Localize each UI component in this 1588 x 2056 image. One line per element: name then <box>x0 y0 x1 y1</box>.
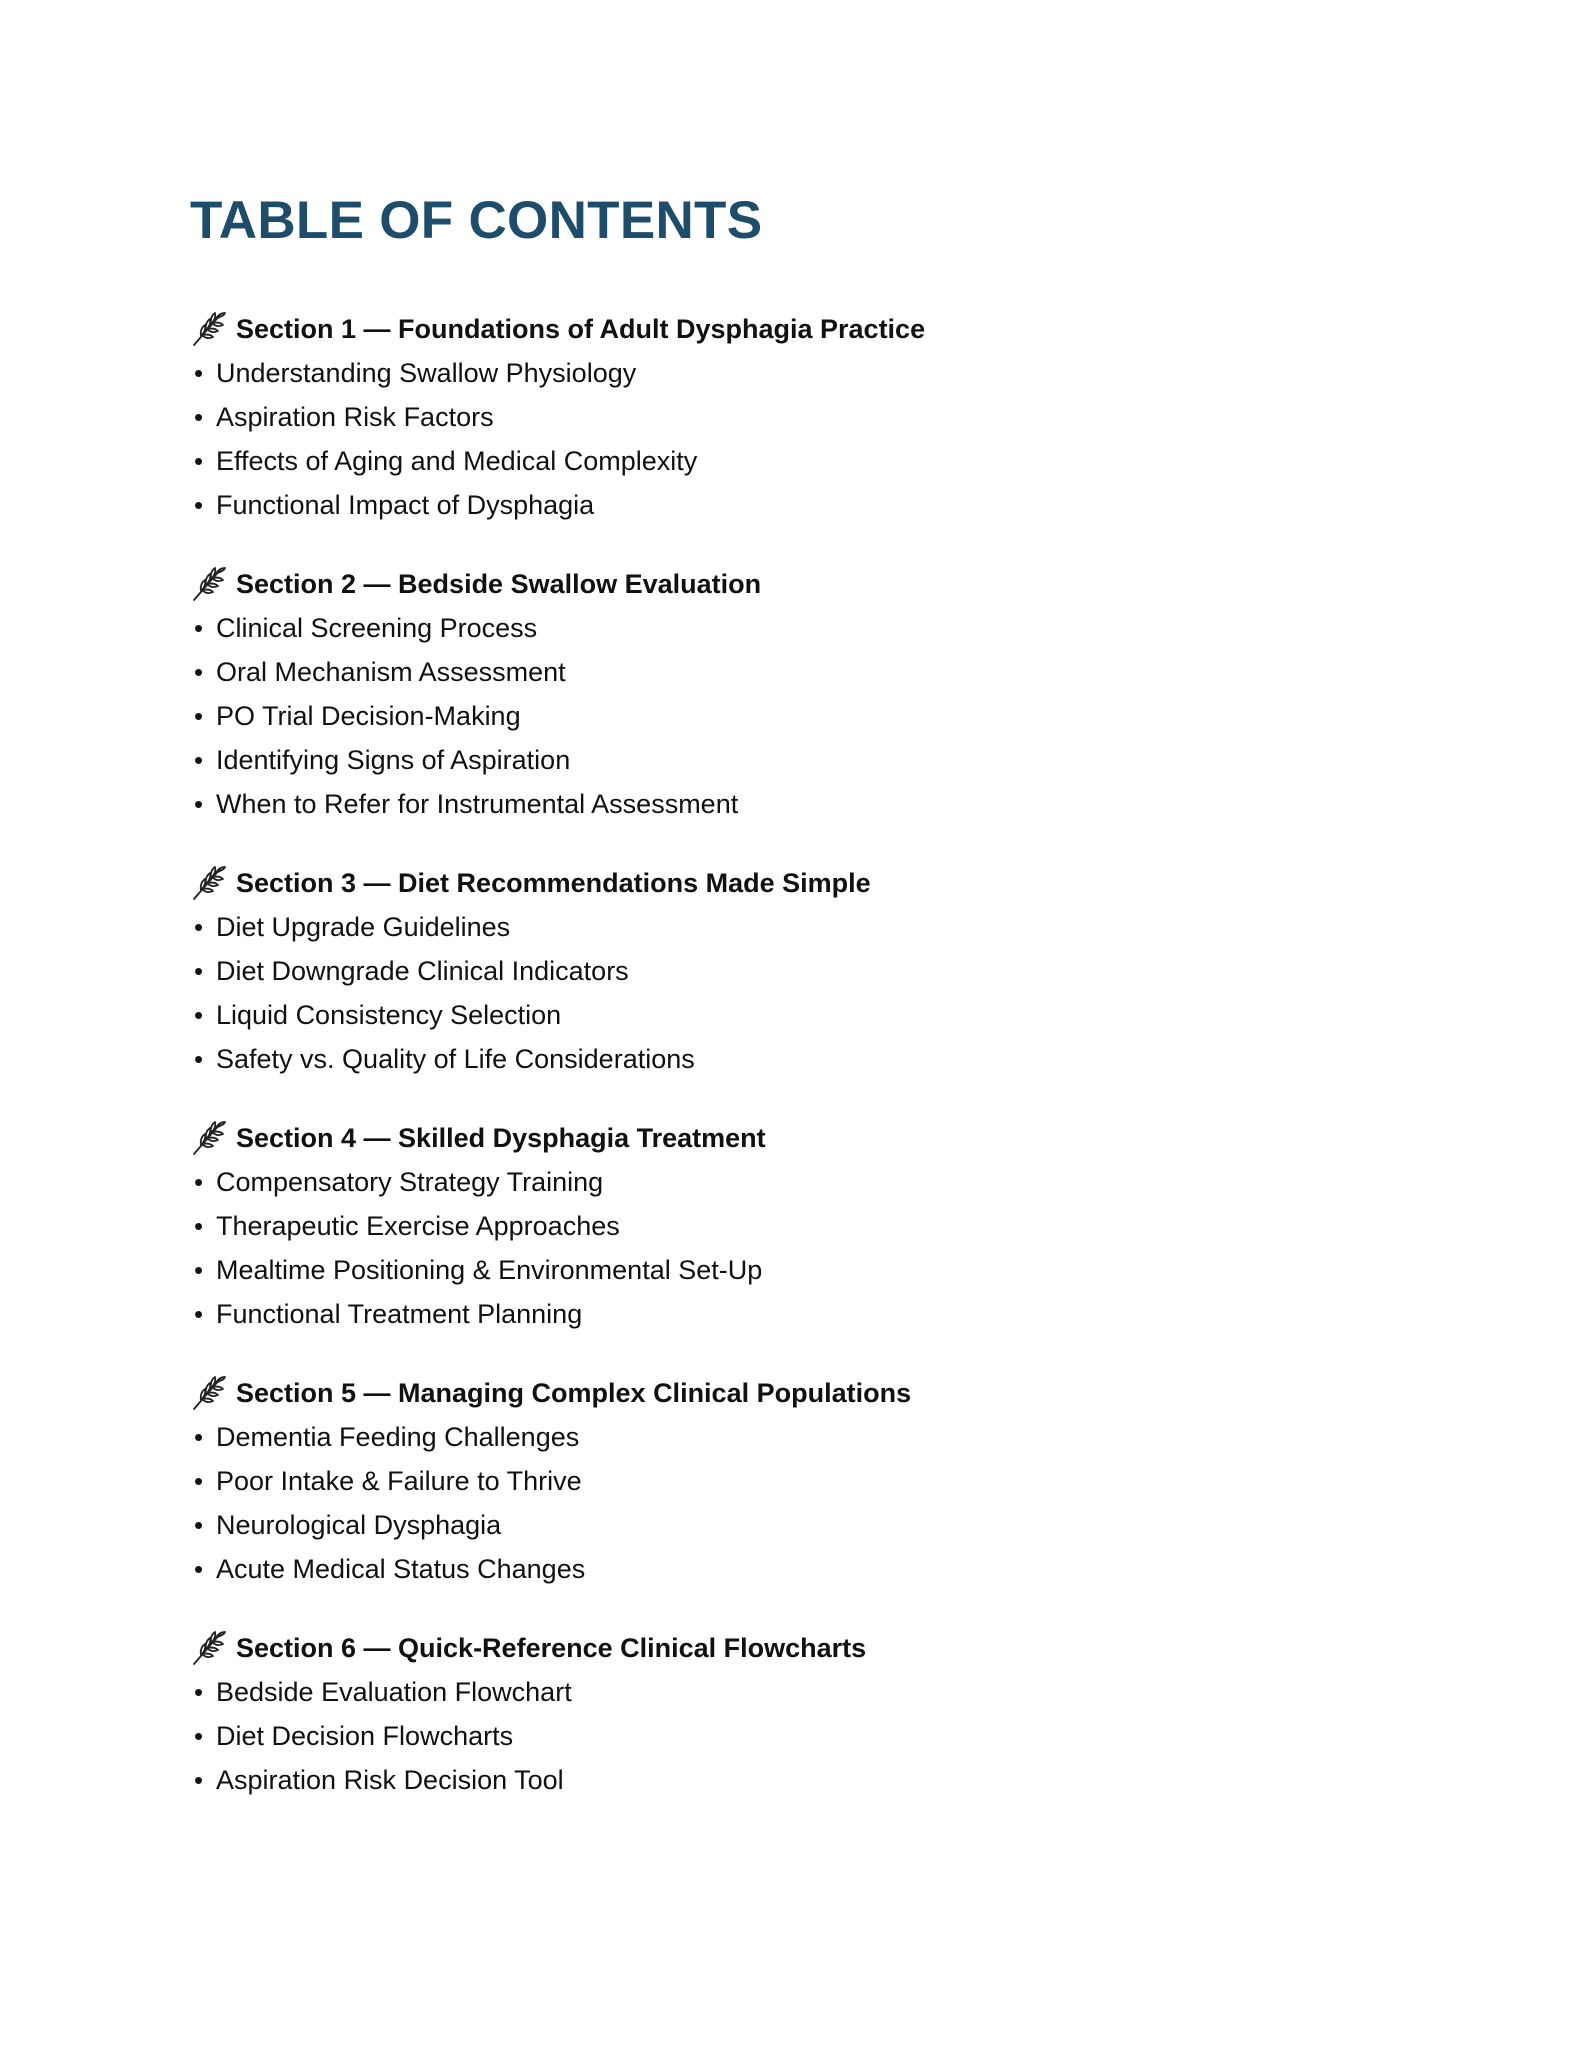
list-item-text: Oral Mechanism Assessment <box>216 656 566 687</box>
bullet: • <box>194 656 204 687</box>
list-item <box>190 694 1440 738</box>
bullet: • <box>194 744 204 775</box>
bullet: • <box>194 357 204 388</box>
bullet: • <box>194 1720 204 1751</box>
bullet: • <box>194 401 204 432</box>
section-item-list <box>190 1670 1440 1802</box>
list-item <box>190 1292 1440 1336</box>
bullet: • <box>194 489 204 520</box>
list-item <box>190 1459 1440 1503</box>
section-item-list <box>190 606 1440 826</box>
bullet: • <box>194 1210 204 1241</box>
section-header <box>190 562 1440 606</box>
section-heading: Section 5 — Managing Complex Clinical Populations <box>236 1377 912 1408</box>
list-item <box>190 738 1440 782</box>
list-item-text: Diet Decision Flowcharts <box>216 1720 514 1751</box>
toc-section <box>190 1116 1440 1336</box>
bullet: • <box>194 788 204 819</box>
toc-section <box>190 861 1440 1081</box>
page-title: TABLE OF CONTENTS <box>190 191 763 250</box>
list-item-text: Acute Medical Status Changes <box>216 1553 586 1584</box>
section-heading: Section 1 — Foundations of Adult Dysphagia Practice <box>236 313 926 344</box>
list-item-text: Therapeutic Exercise Approaches <box>216 1210 620 1241</box>
list-item-text: Safety vs. Quality of Life Considerations <box>216 1043 695 1074</box>
toc-section <box>190 562 1440 826</box>
list-item-text: Diet Downgrade Clinical Indicators <box>216 955 629 986</box>
list-item-text: Clinical Screening Process <box>216 612 538 643</box>
list-item <box>190 1160 1440 1204</box>
list-item-text: Diet Upgrade Guidelines <box>216 911 511 942</box>
list-item-text: Compensatory Strategy Training <box>216 1166 604 1197</box>
bullet: • <box>194 612 204 643</box>
list-item <box>190 905 1440 949</box>
list-item <box>190 949 1440 993</box>
list-item <box>190 1415 1440 1459</box>
wheat-icon <box>190 310 226 348</box>
list-item <box>190 1037 1440 1081</box>
section-item-list <box>190 351 1440 527</box>
toc-section <box>190 307 1440 527</box>
bullet: • <box>194 700 204 731</box>
toc-section <box>190 1371 1440 1591</box>
list-item <box>190 483 1440 527</box>
section-header <box>190 1116 1440 1160</box>
list-item <box>190 1670 1440 1714</box>
list-item-text: Poor Intake & Failure to Thrive <box>216 1465 582 1496</box>
list-item-text: Neurological Dysphagia <box>216 1509 502 1540</box>
wheat-icon <box>190 864 226 902</box>
wheat-icon <box>190 565 226 603</box>
list-item <box>190 439 1440 483</box>
list-item-text: Functional Treatment Planning <box>216 1298 583 1329</box>
bullet: • <box>194 1043 204 1074</box>
list-item-text: Bedside Evaluation Flowchart <box>216 1676 572 1707</box>
list-item-text: PO Trial Decision-Making <box>216 700 521 731</box>
table-of-contents <box>190 307 1440 1802</box>
list-item <box>190 1547 1440 1591</box>
document-page <box>190 190 1440 1837</box>
section-heading: Section 4 — Skilled Dysphagia Treatment <box>236 1122 766 1153</box>
list-item <box>190 1204 1440 1248</box>
list-item <box>190 395 1440 439</box>
section-header <box>190 1626 1440 1670</box>
wheat-icon <box>190 1629 226 1667</box>
bullet: • <box>194 999 204 1030</box>
list-item <box>190 782 1440 826</box>
section-header <box>190 307 1440 351</box>
list-item-text: Aspiration Risk Decision Tool <box>216 1764 564 1795</box>
bullet: • <box>194 1421 204 1452</box>
bullet: • <box>194 1553 204 1584</box>
section-item-list <box>190 905 1440 1081</box>
bullet: • <box>194 1465 204 1496</box>
list-item-text: Liquid Consistency Selection <box>216 999 562 1030</box>
section-heading: Section 3 — Diet Recommendations Made Simple <box>236 867 871 898</box>
bullet: • <box>194 1509 204 1540</box>
list-item <box>190 606 1440 650</box>
list-item-text: Mealtime Positioning & Environmental Set-Up <box>216 1254 763 1285</box>
toc-section <box>190 1626 1440 1802</box>
list-item-text: Effects of Aging and Medical Complexity <box>216 445 698 476</box>
list-item <box>190 993 1440 1037</box>
list-item-text: Identifying Signs of Aspiration <box>216 744 571 775</box>
bullet: • <box>194 1166 204 1197</box>
bullet: • <box>194 1254 204 1285</box>
list-item <box>190 1758 1440 1802</box>
list-item-text: Aspiration Risk Factors <box>216 401 494 432</box>
section-header <box>190 861 1440 905</box>
section-item-list <box>190 1160 1440 1336</box>
section-heading: Section 6 — Quick-Reference Clinical Flowcharts <box>236 1632 867 1663</box>
list-item-text: Functional Impact of Dysphagia <box>216 489 595 520</box>
list-item-text: When to Refer for Instrumental Assessment <box>216 788 739 819</box>
section-item-list <box>190 1415 1440 1591</box>
list-item-text: Dementia Feeding Challenges <box>216 1421 580 1452</box>
list-item <box>190 1248 1440 1292</box>
section-header <box>190 1371 1440 1415</box>
bullet: • <box>194 1298 204 1329</box>
list-item <box>190 351 1440 395</box>
wheat-icon <box>190 1374 226 1412</box>
list-item <box>190 1503 1440 1547</box>
list-item <box>190 1714 1440 1758</box>
wheat-icon <box>190 1119 226 1157</box>
bullet: • <box>194 445 204 476</box>
bullet: • <box>194 1764 204 1795</box>
list-item <box>190 650 1440 694</box>
bullet: • <box>194 1676 204 1707</box>
bullet: • <box>194 955 204 986</box>
bullet: • <box>194 911 204 942</box>
list-item-text: Understanding Swallow Physiology <box>216 357 637 388</box>
section-heading: Section 2 — Bedside Swallow Evaluation <box>236 568 762 599</box>
